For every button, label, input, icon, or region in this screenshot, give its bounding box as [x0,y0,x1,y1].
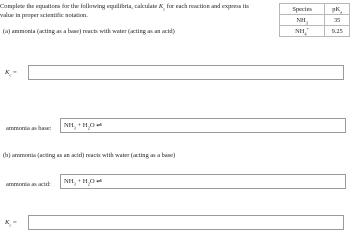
kc-subscript: c [9,222,12,228]
part-a-label: (a) ammonia (acting as a base) reacts with water (acting as an acid) [3,28,175,35]
species-name: NH [296,16,306,24]
table-row [280,26,350,37]
eq-nh: NH [64,122,74,129]
kc-symbol: K [5,219,10,226]
acid-label: ammonia as acid: [6,181,51,188]
part-b-label: (b) ammonia (acting as an acid) reacts with water (acting as a base) [3,152,176,159]
part-a-kc-label [5,69,17,77]
species-sub: 3 [305,19,308,25]
header-pka [325,4,350,15]
kc-subscript: c [163,6,166,12]
part-a-equation-input[interactable] [60,118,346,133]
kc-equals: = [11,69,17,76]
species-cell [280,15,325,26]
part-b-kc-label [5,219,17,227]
pka-cell: 35 [325,15,350,26]
instructions-line2: value in proper scientific notation. [0,12,88,19]
eq-nh: NH [64,178,74,185]
species-cell [280,26,325,37]
species-sub: 4 [304,30,307,36]
base-label: ammonia as base: [6,125,52,132]
eq-plus-h: + H [75,178,88,185]
header-pka-sub: a [340,8,343,14]
eq-plus-h: + H [75,122,88,129]
pka-table-header [280,4,350,15]
pka-table [279,3,350,37]
part-b-equation-input[interactable] [60,174,346,189]
pka-cell: 9.25 [325,26,350,37]
part-a-kc-input[interactable] [28,65,344,80]
eq-nh-sub: 3 [73,181,76,187]
eq-o: O [89,178,97,185]
kc-symbol: K [5,69,10,76]
instructions-line1: Complete the equations for the following equilibria, calculate [0,3,159,10]
species-name: NH [295,27,305,35]
kc-equals: = [11,219,17,226]
part-b-kc-input[interactable] [28,215,344,230]
instructions-line1-end: for each reaction and express its [165,3,249,10]
kc-symbol: K [158,3,164,10]
equilibrium-arrow-icon: ⇌ [96,177,103,185]
eq-o: O [89,122,97,129]
eq-nh-sub: 3 [73,125,76,131]
eq-h-sub: 2 [87,181,90,187]
equilibrium-arrow-icon: ⇌ [96,121,103,129]
table-row [280,15,350,26]
instructions [0,2,268,20]
header-pka-label: pK [332,5,341,13]
kc-subscript: c [9,72,12,78]
eq-h-sub: 2 [87,125,90,131]
species-sup: + [306,25,310,31]
header-species: Species [280,4,325,15]
